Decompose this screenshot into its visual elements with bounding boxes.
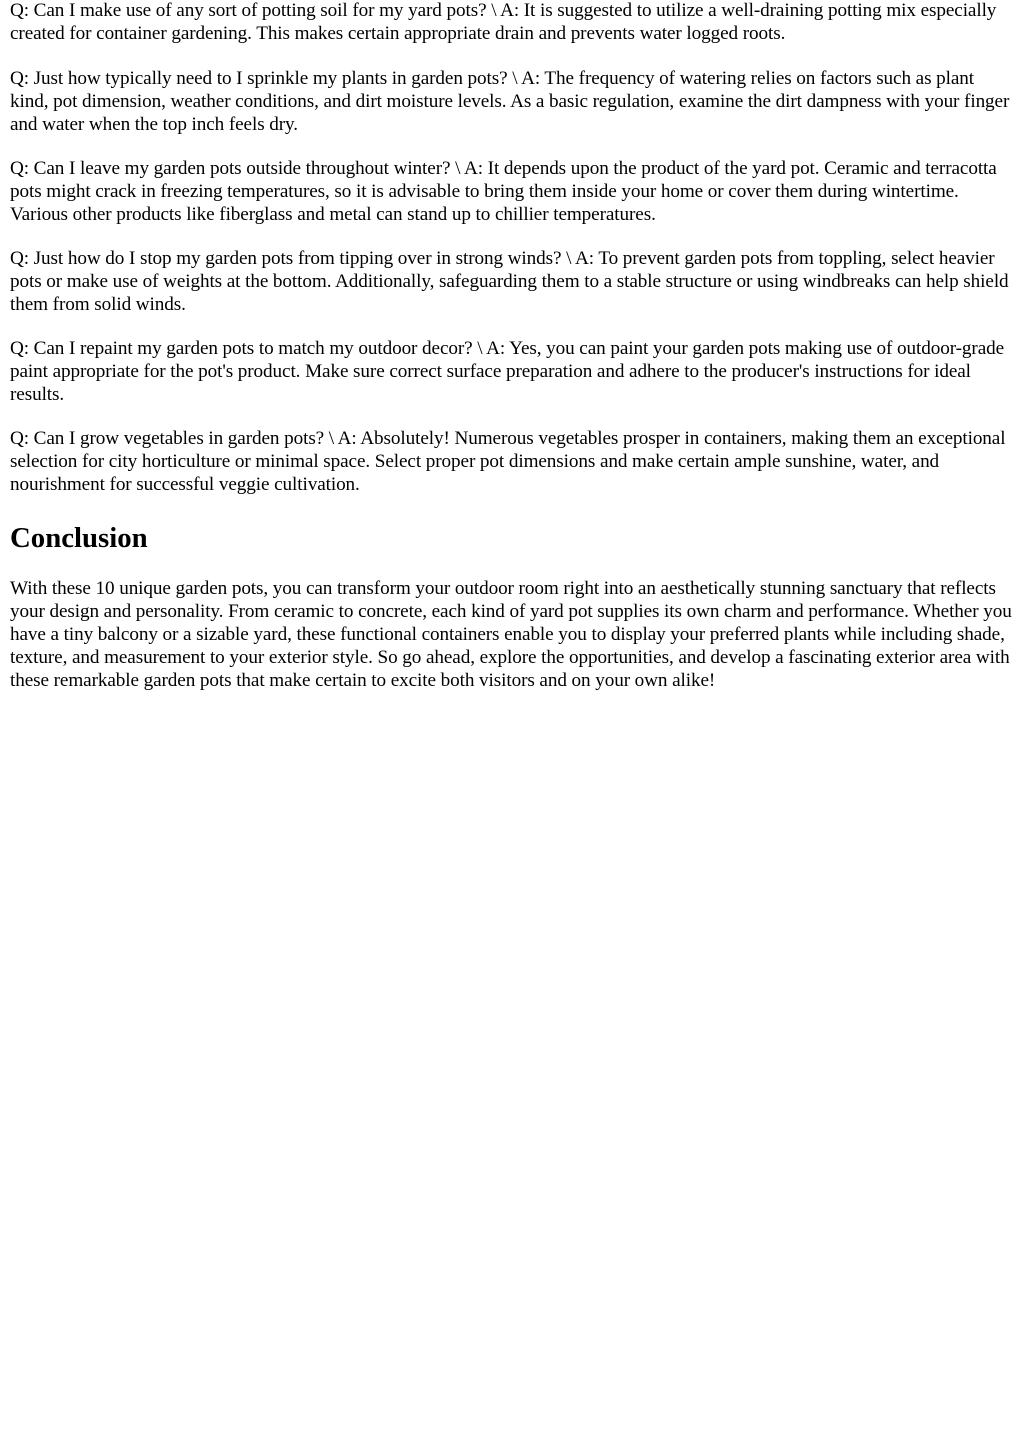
conclusion-paragraph: With these 10 unique garden pots, you can transform your outdoor room right into an aesthetically stunning sanctuary that reflects your design and personality. From ceramic to concrete, each kind of yard pot supplies its own charm and performance. Whether you have a tiny balcony or a sizable yard, these functional containers enable you to display your preferred plants while including shade, texture, and measurement to your exterior style. So go ahead, explore the opportunities, and develop a fascinating exterior area with these remarkable garden pots that make certain to excite both visitors and on your own alike! xyxy=(10,578,1012,691)
faq-item-strong-winds: Q: Just how do I stop my garden pots from tipping over in strong winds? \ A: To prevent garden pots from toppling, select heavier pots or make use of weights at the bottom. Additionally, safeguarding them to a stable structure or using windbreaks can help shield them from solid winds. xyxy=(10,248,1009,315)
article-content xyxy=(10,0,1014,692)
faq-item-vegetables: Q: Can I grow vegetables in garden pots? \ A: Absolutely! Numerous vegetables prosper in containers, making them an exceptional selection for city horticulture or minimal space. Select proper pot dimensions and make certain ample sunshine, water, and nourishment for successful veggie cultivation. xyxy=(10,428,1006,495)
faq-item-winter: Q: Can I leave my garden pots outside throughout winter? \ A: It depends upon the product of the yard pot. Ceramic and terracotta pots might crack in freezing temperatures, so it is advisable to bring them inside your home or cover them during wintertime. Various other products like fiberglass and metal can stand up to chillier temperatures. xyxy=(10,158,997,225)
conclusion-heading: Conclusion xyxy=(10,522,148,554)
faq-item-watering: Q: Just how typically need to I sprinkle my plants in garden pots? \ A: The frequency of watering relies on factors such as plant kind, pot dimension, weather conditions, and dirt moisture levels. As a basic regulation, examine the dirt dampness with your finger and water when the top inch feels dry. xyxy=(10,68,1010,135)
faq-item-repaint: Q: Can I repaint my garden pots to match my outdoor decor? \ A: Yes, you can paint your garden pots making use of outdoor-grade paint appropriate for the pot's product. Make sure correct surface preparation and adhere to the producer's instructions for ideal results. xyxy=(10,338,1005,405)
faq-item-potting-soil: Q: Can I make use of any sort of potting soil for my yard pots? \ A: It is suggested to utilize a well-draining potting mix especially created for container gardening. This makes certain appropriate drain and prevents water logged roots. xyxy=(10,0,997,44)
